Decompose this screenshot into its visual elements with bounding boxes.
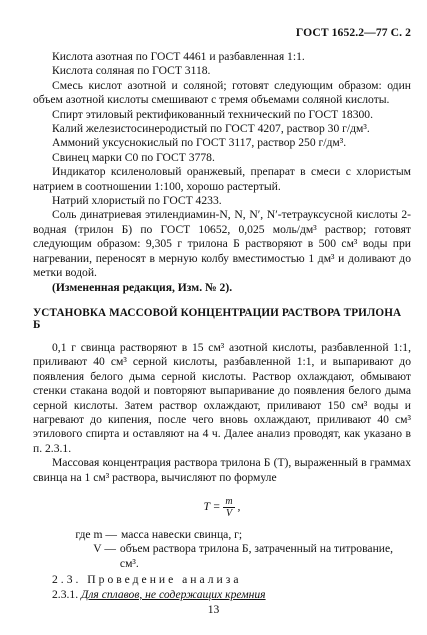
page-header: ГОСТ 1652.2—77 С. 2 [295, 26, 411, 39]
reagent-item: Смесь кислот азотной и соляной; готовят следующим образом: один объем азотной кислоты смешивают с тремя объемами соляной кислоты. [33, 78, 411, 107]
reagent-item: Кислота азотная по ГОСТ 4461 и разбавленная 1:1. [52, 50, 305, 63]
procedure-paragraph: 0,1 г свинца растворяют в 15 см³ азотной кислоты, разбавленной 1:1, приливают 40 см³ серной кислоты, разбавленной 1:1, и выпаривают до появления белого дыма серной кислоты. Раствор охлаждают, обмывают стенки стакана водой и повторяют выпаривание до появления белого дыма серной кислоты. Затем раствор охлаждают, приливают 150 см³ воды и нагревают до кипения, после чего вновь охлаждают, приливают 40 см³ этилового спирта и оставляют на 4 ч. Далее анализ проводят, как указано в п. 2.3.1. [33, 340, 411, 455]
section-2-3-1-title: Для сплавов, не содержащих кремния [81, 587, 266, 601]
concentration-paragraph: Массовая концентрация раствора трилона Б (T), выраженный в граммах свинца на 1 см³ раствора, вычисляют по формуле [33, 456, 411, 484]
reagent-item: Свинец марки С0 по ГОСТ 3778. [52, 150, 215, 164]
reagent-item: Соль динатриевая этилендиамин-N, N, N′, N′-тетрауксусной кислоты 2-водная (трилон Б) по ГОСТ 10652, 0,025 моль/дм³ раствор; готовят следующим образом: 9,305 г трилона Б растворяют в 500 см³ воды при нагревании, переносят в мерную колбу вместимостью 1 дм³ и доливают до метки водой. [33, 208, 411, 280]
reagent-item: Кислота соляная по ГОСТ 3118. [52, 64, 211, 78]
reagent-item: Спирт этиловый ректификованный технический по ГОСТ 18300. [52, 107, 374, 121]
where-row [33, 528, 411, 542]
where-text: объем раствора трилона Б, затраченный на титрование, см³. [119, 542, 394, 570]
page-number: 13 [207, 603, 220, 616]
section-2-3: 2.3. Проведение анализа [52, 573, 242, 587]
formula-tail: , [237, 500, 241, 514]
section-heading: УСТАНОВКА МАССОВОЙ КОНЦЕНТРАЦИИ РАСТВОРА ТРИЛОНА Б [33, 306, 402, 331]
reagent-item: Калий железистосинеродистый по ГОСТ 4207, раствор 30 г/дм³. [52, 122, 370, 136]
formula [33, 496, 411, 518]
where-text: масса навески свинца, г; [121, 527, 243, 541]
where-symbol: где m — [75, 527, 117, 541]
where-row [33, 542, 411, 571]
reagent-item: Аммоний уксуснокислый по ГОСТ 3117, раствор 250 г/дм³. [52, 136, 347, 150]
formula-fraction [223, 496, 234, 519]
reagent-item: Натрий хлористый по ГОСТ 4233. [52, 194, 222, 208]
section-2-3-1-number: 2.3.1. [52, 587, 79, 601]
document-body [33, 50, 411, 602]
where-block [33, 528, 411, 571]
formula-denominator: V [225, 507, 233, 519]
where-symbol: V — [93, 542, 116, 556]
formula-lhs: T = [203, 500, 221, 514]
reagent-item: Индикатор ксиленоловый оранжевый, препарат в смеси с хлористым натрием в соотношении 1:100, хорошо растертый. [33, 165, 411, 193]
formula-numerator: m [225, 495, 233, 507]
revision-note: (Измененная редакция, Изм. № 2). [52, 280, 233, 294]
section-2-3-1 [33, 588, 411, 602]
